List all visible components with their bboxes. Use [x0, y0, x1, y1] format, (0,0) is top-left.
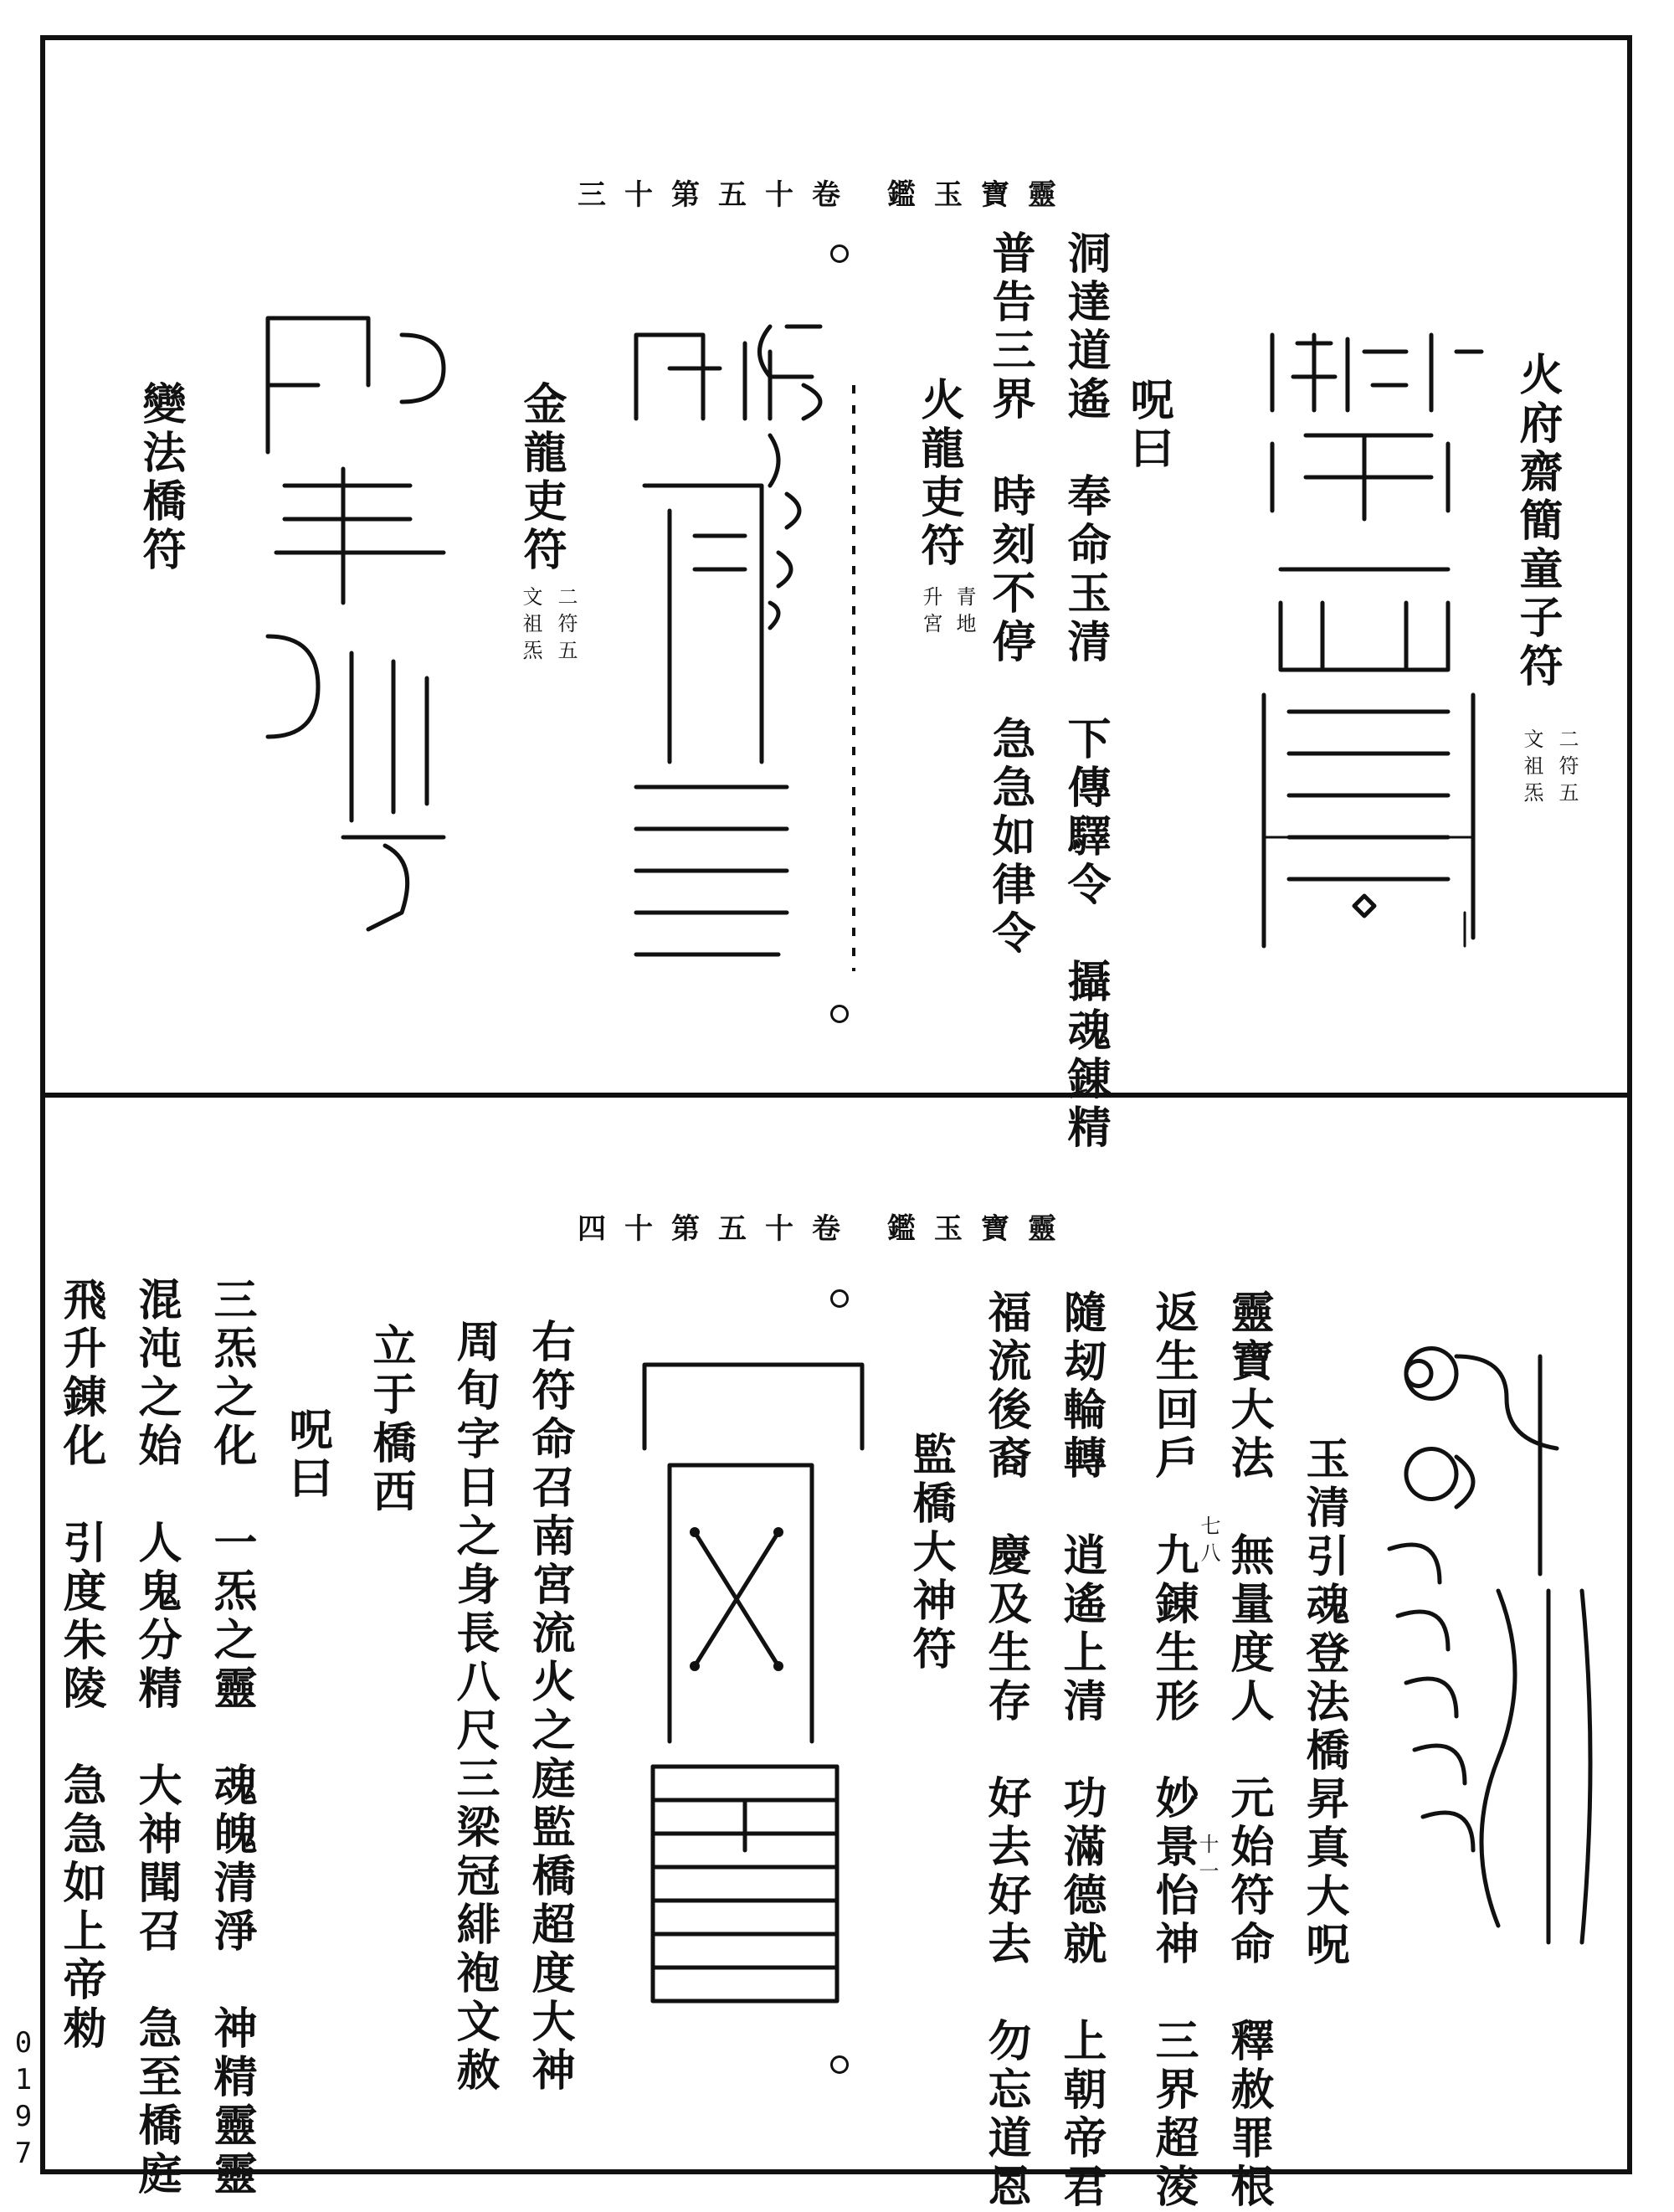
bottom-col-12: 混沌之始 人鬼分精 大神聞召 急至橋庭: [131, 1277, 182, 2199]
binding-hole: [830, 1005, 849, 1023]
bottom-col-7: 右符命召南宮流火之庭監橋超度大神: [524, 1319, 575, 2096]
top-title-note-b: 文祖炁: [1520, 728, 1543, 809]
top-title-col: 火府齋簡童子符: [1512, 352, 1563, 692]
bottom-col-9: 立于橋西: [365, 1323, 416, 1517]
page-divider: [40, 1093, 1632, 1098]
top-spell-label: 呪曰: [1122, 377, 1173, 474]
top-title-note-a: 二符五: [1555, 728, 1579, 809]
page-number: 0197: [7, 2026, 40, 2173]
bottom-col-8: 周旬字日之身長八尺三梁冠緋袍文赦: [449, 1319, 500, 2096]
top-page-header: 靈寶玉鑑 卷十五第十三: [578, 178, 1075, 212]
talisman-bridge-god: [628, 1348, 879, 2035]
bottom-col-10: 呪曰: [281, 1407, 332, 1504]
talisman-3-title: 金龍吏符: [516, 381, 567, 575]
binding-hole: [830, 1289, 849, 1308]
talisman-3-note-b: 文祖炁: [519, 586, 542, 666]
talisman-fire-dept: [1247, 318, 1490, 954]
binding-hole: [830, 2055, 849, 2074]
top-spell-col-1: 洞達道遙 奉命玉清 下傳驛令 攝魂錬精: [1060, 230, 1111, 1153]
talisman-3-note-a: 二符五: [554, 586, 578, 666]
talisman-gold-dragon: [619, 318, 795, 971]
talisman-4-title: 變法橋符: [135, 381, 186, 575]
bottom-col-3: 返生回戶 九錬生形 妙景怡神 三界超淩: [1148, 1289, 1199, 2212]
bottom-col-1: 玉清引魂登法橋昇真大呪: [1298, 1436, 1349, 1970]
bottom-col-4: 隨刼輪轉 逍遙上清 功滿德就 上朝帝君: [1055, 1289, 1107, 2212]
talisman-bridge-summon: [1373, 1340, 1607, 2009]
talisman-2-note-b: 升宮: [919, 586, 942, 640]
binding-hole: [830, 244, 849, 263]
bottom-page-header: 靈寶玉鑑 卷十五第十四: [578, 1212, 1075, 1246]
bottom-col-3-note: 七八: [1197, 1515, 1220, 1569]
bottom-col-3-note-b: 十一: [1195, 1834, 1219, 1887]
bottom-col-13: 飛升錬化 引度朱陵 急急如上帝勑: [55, 1277, 106, 2054]
talisman-2-title: 火龍吏符: [913, 377, 964, 571]
talisman-2-note-a: 青地: [953, 586, 976, 640]
top-spell-col-2: 普告三界 時刻不停 急急如律令: [984, 230, 1035, 959]
talisman-transform-bridge: [251, 301, 469, 938]
bottom-col-11: 三炁之化 一炁之靈 魂魄清淨 神精靈靈: [206, 1277, 257, 2199]
bottom-col-6: 監橋大神符: [905, 1432, 956, 1674]
bottom-col-2: 靈寶大法 無量度人 元始符命 釋赦罪根: [1223, 1289, 1274, 2212]
bottom-col-5: 福流後裔 慶及生存 好去好去 勿忘道恩: [980, 1289, 1031, 2212]
